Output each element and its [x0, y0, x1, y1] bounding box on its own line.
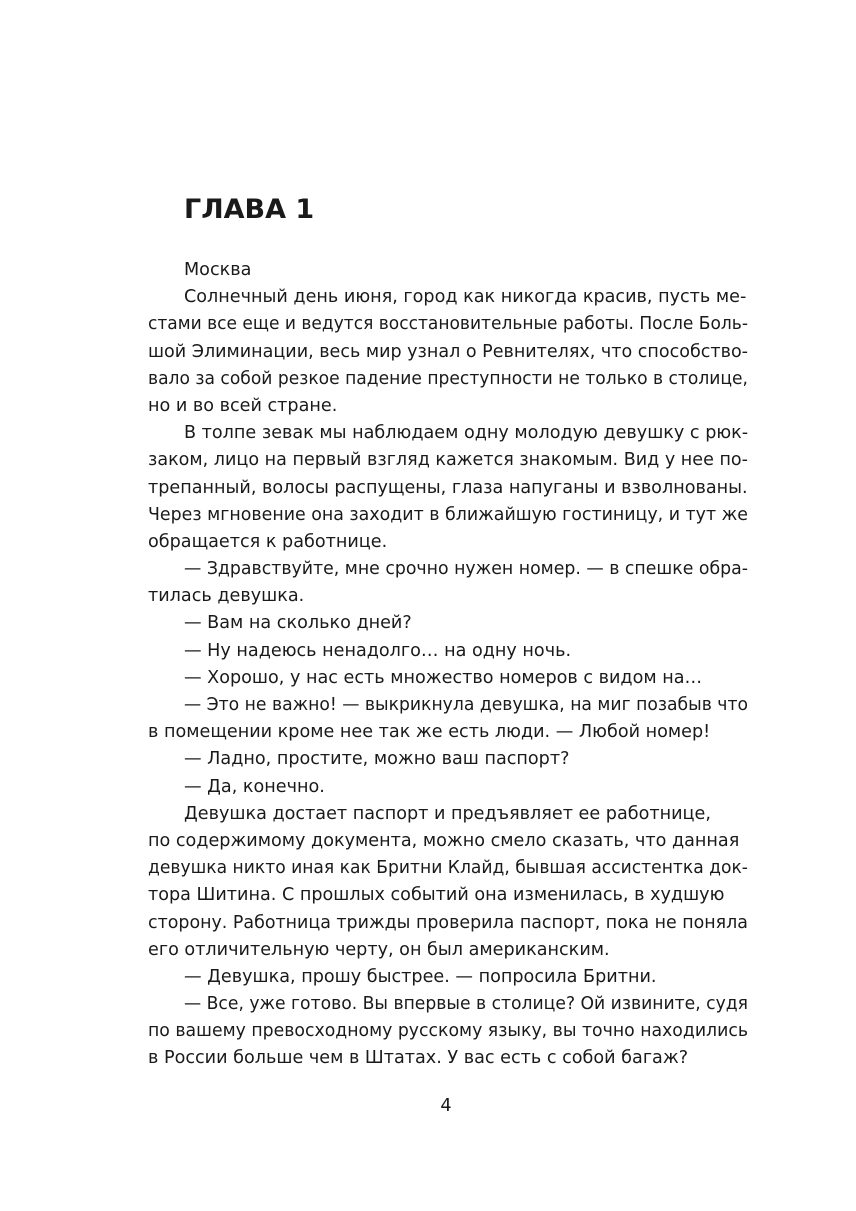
text-line: но и во всей стране.	[148, 395, 338, 416]
text-line: в России больше чем в Штатах. У вас есть с собой багаж?	[148, 1048, 689, 1069]
text-line: обращается к работнице.	[148, 531, 388, 552]
text-line: Солнечный день июня, город как никогда красив, пусть ме-	[184, 287, 747, 308]
text-line: тора Шитина. С прошлых событий она изменилась, в худшую	[148, 885, 725, 906]
chapter-body	[148, 257, 748, 1073]
text-line: по содержимому документа, можно смело сказать, что данная	[148, 830, 740, 851]
text-line: — Вам на сколько дней?	[184, 613, 412, 634]
text-line: — Хорошо, у нас есть множество номеров с видом на…	[184, 667, 703, 688]
page-number: 4	[440, 1096, 452, 1116]
text-line: девушка никто иная как Бритни Клайд, бывшая ассистентка док-	[148, 858, 748, 879]
text-line: Через мгновение она заходит в ближайшую гостиницу, и тут же	[148, 504, 749, 525]
text-line: сторону. Работница трижды проверила паспорт, пока не поняла	[148, 912, 748, 933]
text-line: стами все еще и ведутся восстановительные работы. После Боль-	[148, 314, 749, 335]
text-line: Москва	[184, 260, 252, 280]
text-line: вало за собой резкое падение преступности не только в столице,	[148, 368, 748, 389]
text-line: — Все, уже готово. Вы впервые в столице? Ой извините, судя	[184, 994, 748, 1015]
text-line: — Девушка, прошу быстрее. — попросила Бритни.	[184, 966, 657, 987]
text-line: трепанный, волосы распущены, глаза напуганы и взволнованы.	[148, 477, 748, 498]
chapter-title: ГЛАВА 1	[184, 194, 315, 225]
text-line: — Ладно, простите, можно ваш паспорт?	[184, 749, 570, 770]
text-line: — Здравствуйте, мне срочно нужен номер. — в спешке обра-	[184, 559, 749, 580]
text-line: заком, лицо на первый взгляд кажется знакомым. Вид у нее по-	[148, 450, 748, 471]
text-line: В толпе зевак мы наблюдаем одну молодую девушку с рюк-	[184, 423, 749, 444]
text-line: — Да, конечно.	[184, 776, 325, 797]
text-line: Девушка достает паспорт и предъявляет ее работнице,	[184, 803, 711, 824]
text-line: — Это не важно! — выкрикнула девушка, на миг позабыв что	[184, 695, 748, 715]
text-line: тилась девушка.	[148, 586, 305, 607]
text-line: шой Элиминации, весь мир узнал о Ревнителях, что способство-	[148, 341, 749, 362]
text-line: его отличительную черту, он был американским.	[148, 939, 610, 960]
text-line: в помещении кроме нее так же есть люди. — Любой номер!	[148, 722, 711, 743]
text-line: по вашему превосходному русскому языку, вы точно находились	[148, 1021, 749, 1042]
text-line: — Ну надеюсь ненадолго… на одну ночь.	[184, 640, 572, 661]
